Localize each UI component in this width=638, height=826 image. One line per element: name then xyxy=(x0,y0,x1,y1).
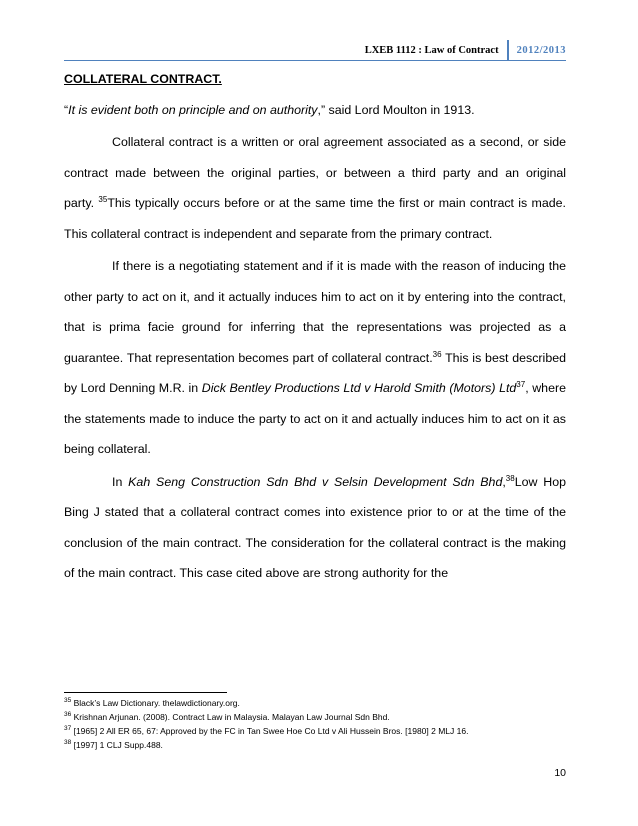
p1-text2: This typically occurs before or at the same time the first or main contract is made. This collateral contract is independent and separate from the primary contract. xyxy=(64,196,566,241)
course-title: LXEB 1112 : Law of Contract xyxy=(364,44,499,56)
footnote-number: 38 xyxy=(64,739,72,747)
case-name-dick-bentley: Dick Bentley Productions Ltd v Harold Smith (Motors) Ltd xyxy=(201,381,517,395)
academic-year: 2012/2013 xyxy=(516,44,566,56)
paragraph-1 xyxy=(64,127,566,249)
quote-italic: It is evident both on principle and on authority xyxy=(68,102,318,117)
footnote-text: [1997] 1 CLJ Supp.488. xyxy=(71,740,163,750)
p3-comma: , xyxy=(502,474,506,489)
footnote-37 xyxy=(64,724,566,738)
page-body xyxy=(64,64,566,589)
section-heading: COLLATERAL CONTRACT. xyxy=(64,72,222,86)
paragraph-3 xyxy=(64,467,566,589)
page-number: 10 xyxy=(554,767,566,779)
quote-open-mark: “ xyxy=(64,102,69,117)
footnote-text: Black’s Law Dictionary. thelawdictionary.org. xyxy=(71,698,240,708)
running-header xyxy=(365,40,566,60)
footnote-ref-35[interactable]: 35 xyxy=(98,194,108,204)
footnote-number: 35 xyxy=(64,697,72,705)
quote-rest: ,” said Lord Moulton in 1913. xyxy=(317,102,475,117)
p2-text: If there is a negotiating statement and if it is made with the reason of inducing the other party to act on it, and it actually induces him to act on it by entering into the contract, that is prima facie ground for inferring that the representations was projected as a guarantee. That representation becomes part of collateral contract. xyxy=(64,259,566,365)
footnote-38 xyxy=(64,738,566,752)
footnote-text: [1965] 2 All ER 65, 67: Approved by the FC in Tan Swee Hoe Co Ltd v Ali Hussein Bros. [1980] 2 MLJ 16. xyxy=(71,726,469,736)
footnote-text: Krishnan Arjunan. (2008). Contract Law in Malaysia. Malayan Law Journal Sdn Bhd. xyxy=(71,712,390,722)
opening-quote xyxy=(64,95,566,126)
case-name-kah-seng: Kah Seng Construction Sdn Bhd v Selsin Development Sdn Bhd xyxy=(128,474,503,489)
footnote-ref-38[interactable]: 38 xyxy=(505,473,515,483)
paragraph-2 xyxy=(64,251,566,465)
p2-text3: , where the statements made to induce the party to act on it and actually induces him to act on it as being collateral. xyxy=(64,381,566,456)
footnote-35 xyxy=(64,696,566,710)
p3-text: In xyxy=(112,474,129,489)
footnote-ref-36[interactable]: 36 xyxy=(432,349,442,359)
footnotes xyxy=(64,696,566,752)
p1-text: Collateral contract is a written or oral agreement associated as a second, or side contract made between the original parties, or between a third party and an original party. xyxy=(64,135,566,210)
footnote-separator xyxy=(64,692,227,693)
header-rule xyxy=(64,60,566,61)
footnote-number: 37 xyxy=(64,725,72,733)
footnote-number: 36 xyxy=(64,711,72,719)
p3-text2: Low Hop Bing J stated that a collateral contract comes into existence prior to or at the time of the conclusion of the main contract. The consideration for the collateral contract is the making of the main contract. This case cited above are strong authority for the xyxy=(64,474,566,580)
footnote-ref-37[interactable]: 37 xyxy=(516,379,526,389)
p2-text2: This is best described by Lord Denning M.R. in xyxy=(64,350,566,395)
footnote-36 xyxy=(64,710,566,724)
